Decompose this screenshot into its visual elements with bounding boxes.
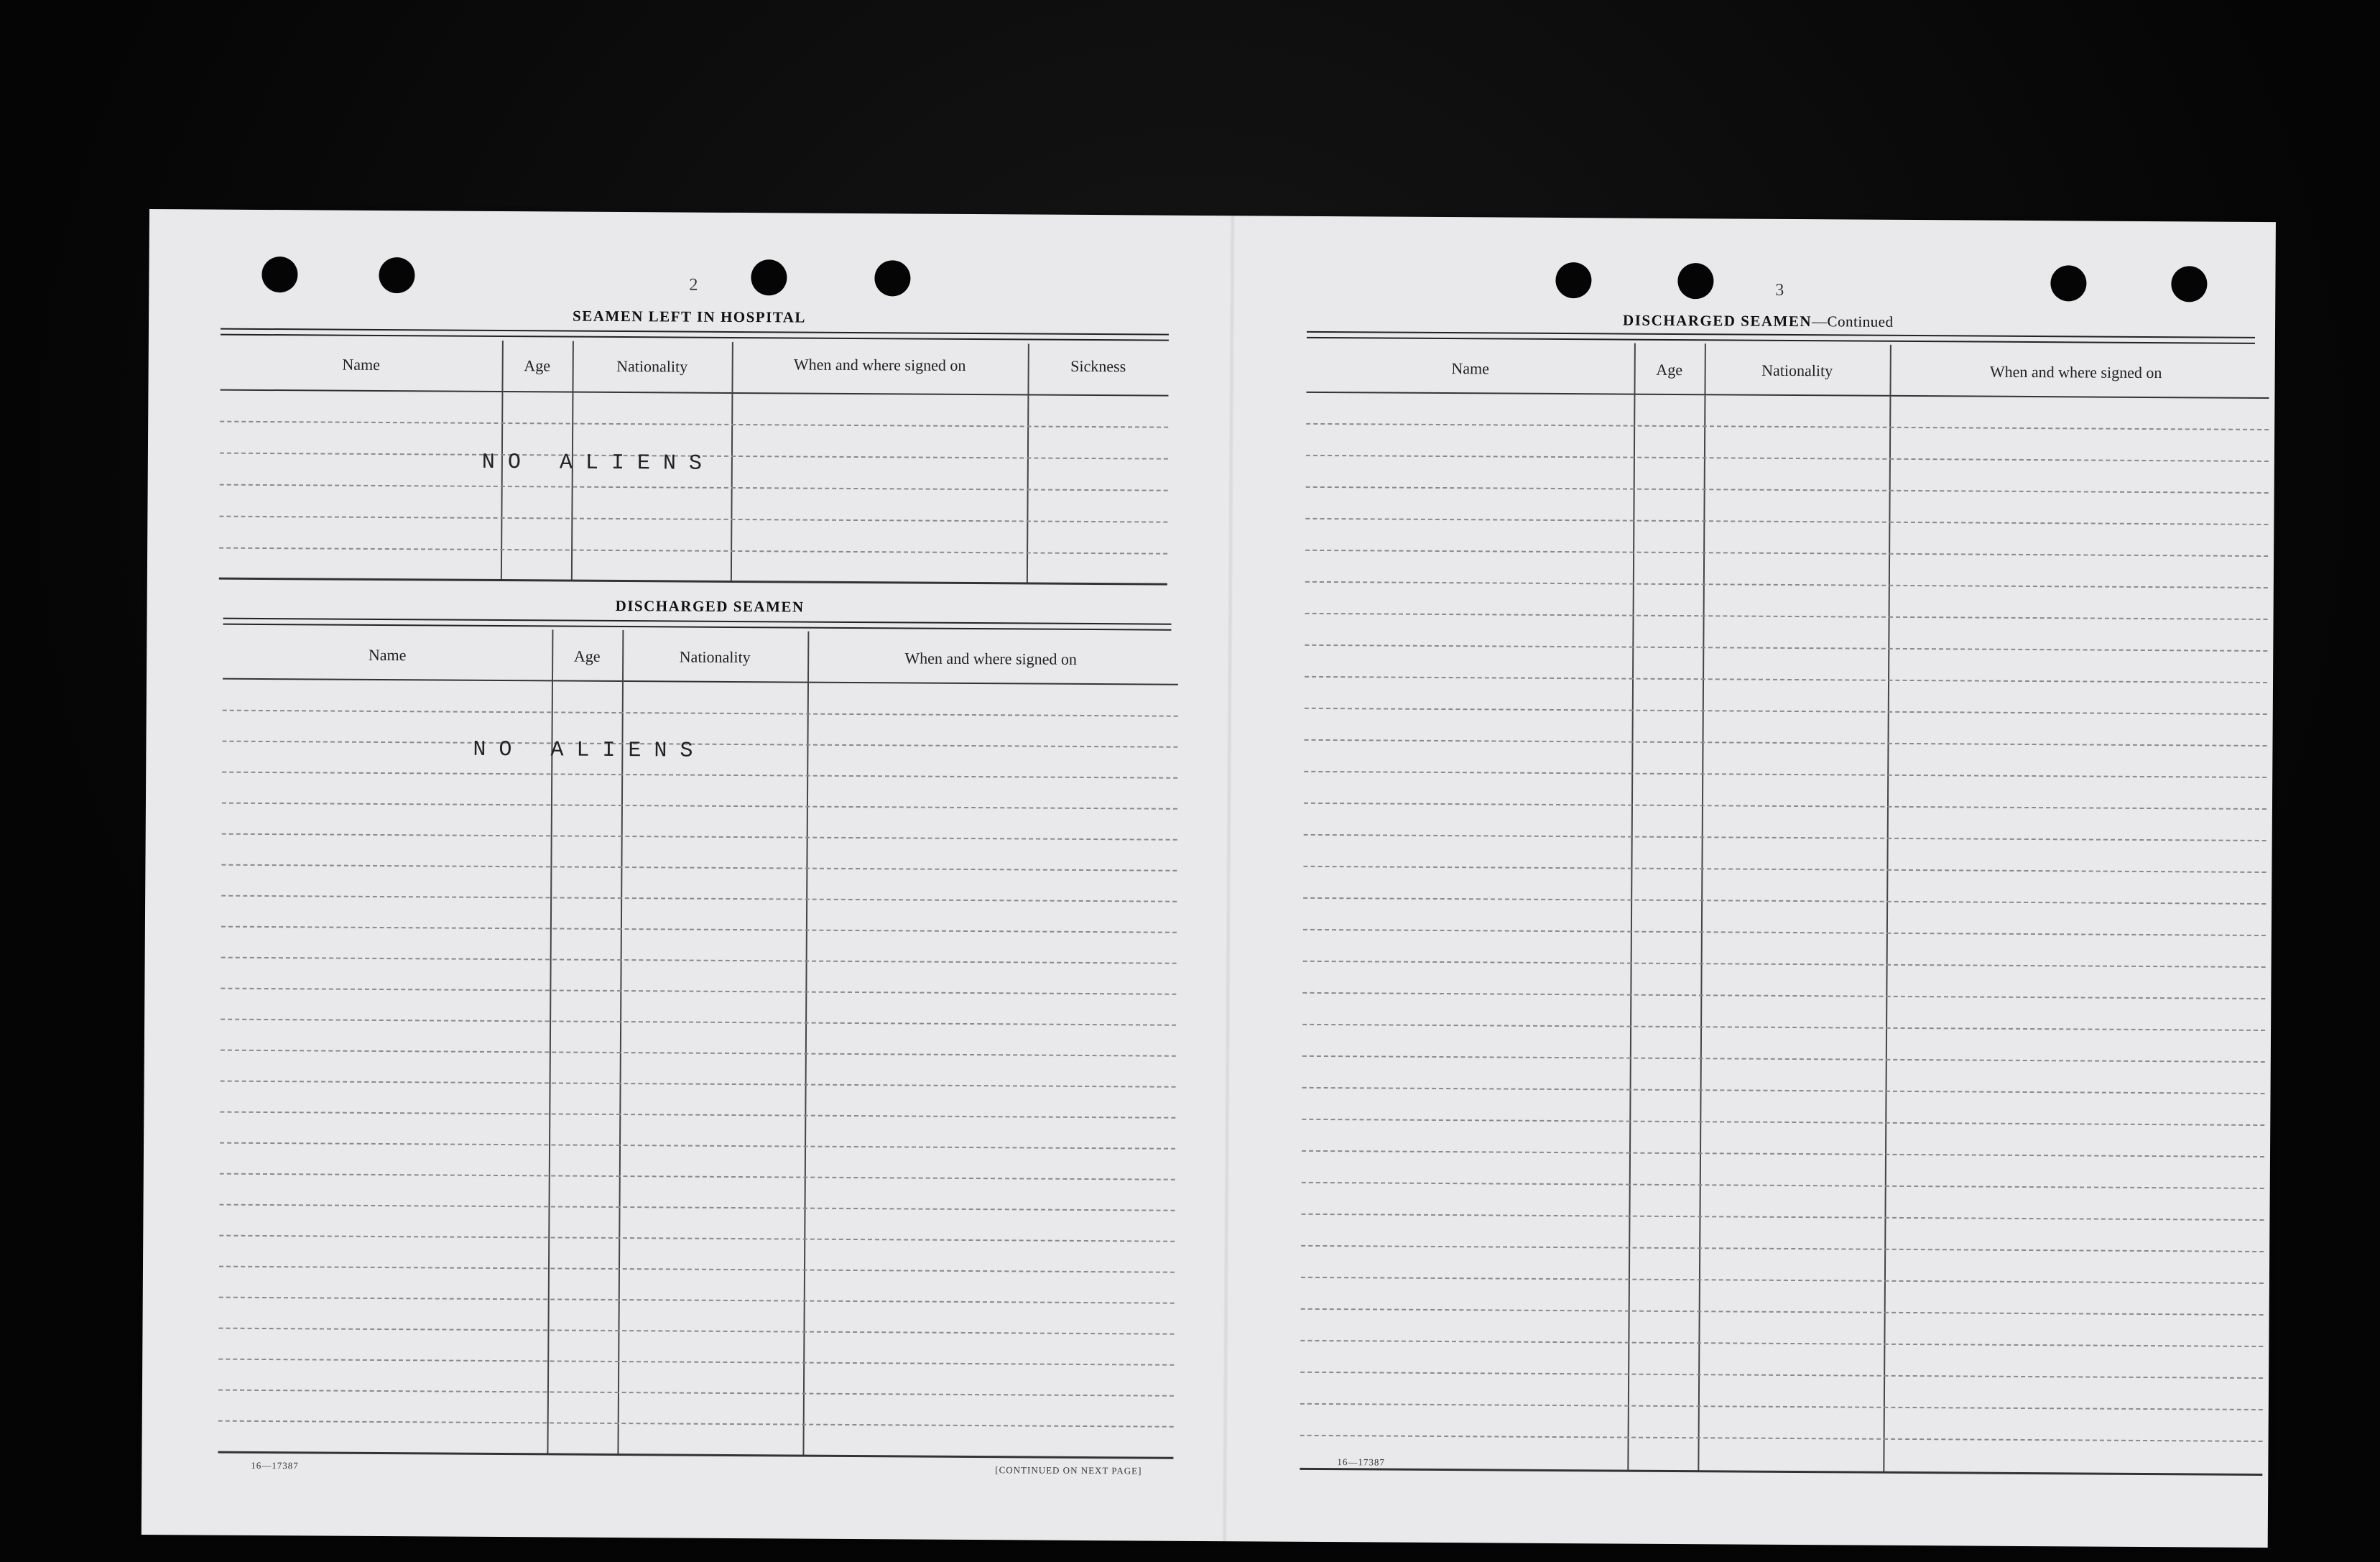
table-row-line: [221, 988, 1176, 995]
table-row-line: [1302, 1024, 2265, 1031]
table-row-line: [1305, 581, 2268, 588]
table-row-line: [220, 421, 1168, 428]
table-row-line: [220, 1112, 1175, 1119]
table-row-line: [1301, 1308, 2264, 1316]
column-header-age: Age: [573, 647, 601, 665]
column-header-signed-on: When and where signed on: [793, 355, 966, 374]
table-row-line: [219, 547, 1167, 555]
discharged-continued-table: [1300, 341, 2269, 1475]
table-row-line: [1302, 992, 2265, 999]
form-number-right: 16—17387: [1337, 1456, 1385, 1468]
column-header-name: Name: [342, 355, 381, 374]
column-header-age: Age: [1656, 360, 1683, 379]
column-header-name: Name: [368, 645, 407, 665]
table-row-line: [1306, 455, 2269, 462]
table-row-line: [220, 1204, 1175, 1211]
page-number-right: 3: [1775, 280, 1785, 300]
form-number-left: 16—17387: [251, 1459, 299, 1471]
table-row-line: [1305, 739, 2267, 747]
punch-hole: [874, 260, 910, 296]
table-row-line: [222, 803, 1177, 810]
table-row-line: [222, 833, 1177, 841]
page-number-left: 2: [689, 275, 699, 295]
discharged-continued-title: [1623, 312, 1894, 331]
table-row-line: [1304, 771, 2266, 778]
typed-note-hospital: NO ALIENS: [481, 450, 715, 476]
table-row-line: [1305, 550, 2268, 557]
table-row-line: [1302, 1087, 2265, 1094]
discharged-continued-title-text: DISCHARGED SEAMEN: [1623, 311, 1812, 331]
continued-note: [CONTINUED ON NEXT PAGE]: [995, 1464, 1142, 1476]
column-header-signed-on: When and where signed on: [1989, 362, 2162, 382]
table-row-line: [220, 484, 1168, 491]
table-row-line: [220, 1173, 1175, 1180]
table-bottom-rule: [218, 1451, 1173, 1459]
table-row-line: [1306, 423, 2269, 430]
column-header-sickness: Sickness: [1070, 356, 1126, 376]
discharged-section-title: DISCHARGED SEAMEN: [615, 596, 805, 616]
table-row-line: [220, 1142, 1175, 1150]
table-row-line: [1303, 929, 2266, 936]
table-row-line: [221, 957, 1177, 964]
punch-hole: [1555, 262, 1591, 298]
table-row-line: [1304, 803, 2266, 810]
table-row-line: [221, 1050, 1176, 1057]
continued-suffix: —Continued: [1811, 313, 1894, 331]
table-row-line: [1301, 1245, 2264, 1252]
table-row-line: [1301, 1277, 2264, 1284]
table-row-line: [1302, 1182, 2264, 1189]
table-row-line: [1303, 961, 2266, 968]
punch-hole: [1677, 263, 1713, 299]
hospital-section-title: SEAMEN LEFT IN HOSPITAL: [573, 307, 807, 326]
table-row-line: [1302, 1150, 2264, 1157]
table-row-line: [1304, 834, 2266, 841]
punch-hole: [379, 257, 415, 293]
table-row-line: [1300, 1435, 2263, 1442]
table-row-line: [221, 1081, 1176, 1088]
table-row-line: [218, 1390, 1174, 1397]
table-row-line: [221, 864, 1177, 872]
column-header-nationality: Nationality: [1761, 361, 1833, 380]
document-sheet: [142, 209, 2276, 1548]
table-row-line: [218, 1420, 1174, 1428]
table-row-line: [1305, 518, 2268, 525]
table-row-line: [219, 1235, 1175, 1242]
punch-hole: [261, 257, 297, 292]
column-divider: [1627, 343, 1636, 1471]
table-row-line: [1303, 866, 2266, 873]
table-row-line: [1305, 708, 2267, 715]
center-fold: [1223, 216, 1235, 1541]
punch-hole: [751, 259, 787, 295]
column-header-nationality: Nationality: [616, 356, 688, 376]
typed-note-discharged: NO ALIENS: [473, 737, 706, 764]
table-row-line: [223, 710, 1178, 717]
table-row-line: [1305, 644, 2267, 652]
punch-hole: [2050, 265, 2086, 301]
table-row-line: [218, 1328, 1174, 1335]
table-row-line: [219, 1266, 1175, 1273]
table-row-line: [219, 516, 1167, 523]
table-row-line: [221, 926, 1177, 933]
column-header-name: Name: [1451, 359, 1490, 378]
table-row-line: [1302, 1119, 2264, 1126]
table-row-line: [1300, 1403, 2263, 1410]
table-row-line: [1301, 1214, 2264, 1221]
table-bottom-rule: [219, 578, 1167, 586]
table-row-line: [222, 772, 1177, 779]
column-header-age: Age: [524, 356, 551, 375]
table-row-line: [1300, 1372, 2263, 1379]
punch-hole: [2171, 266, 2207, 302]
table-row-line: [218, 1359, 1174, 1366]
column-divider: [1698, 343, 1706, 1471]
table-bottom-rule: [1300, 1468, 2262, 1476]
table-row-line: [1305, 613, 2268, 620]
table-row-line: [1302, 1055, 2265, 1063]
table-row-line: [1303, 897, 2266, 905]
column-header-signed-on: When and where signed on: [904, 649, 1078, 668]
table-row-line: [1300, 1340, 2263, 1347]
table-row-line: [1305, 676, 2267, 683]
column-divider: [1883, 345, 1892, 1473]
column-header-nationality: Nationality: [679, 647, 751, 667]
table-row-line: [1306, 486, 2269, 494]
table-row-line: [221, 895, 1177, 902]
table-row-line: [221, 1019, 1176, 1026]
table-row-line: [219, 1297, 1175, 1304]
